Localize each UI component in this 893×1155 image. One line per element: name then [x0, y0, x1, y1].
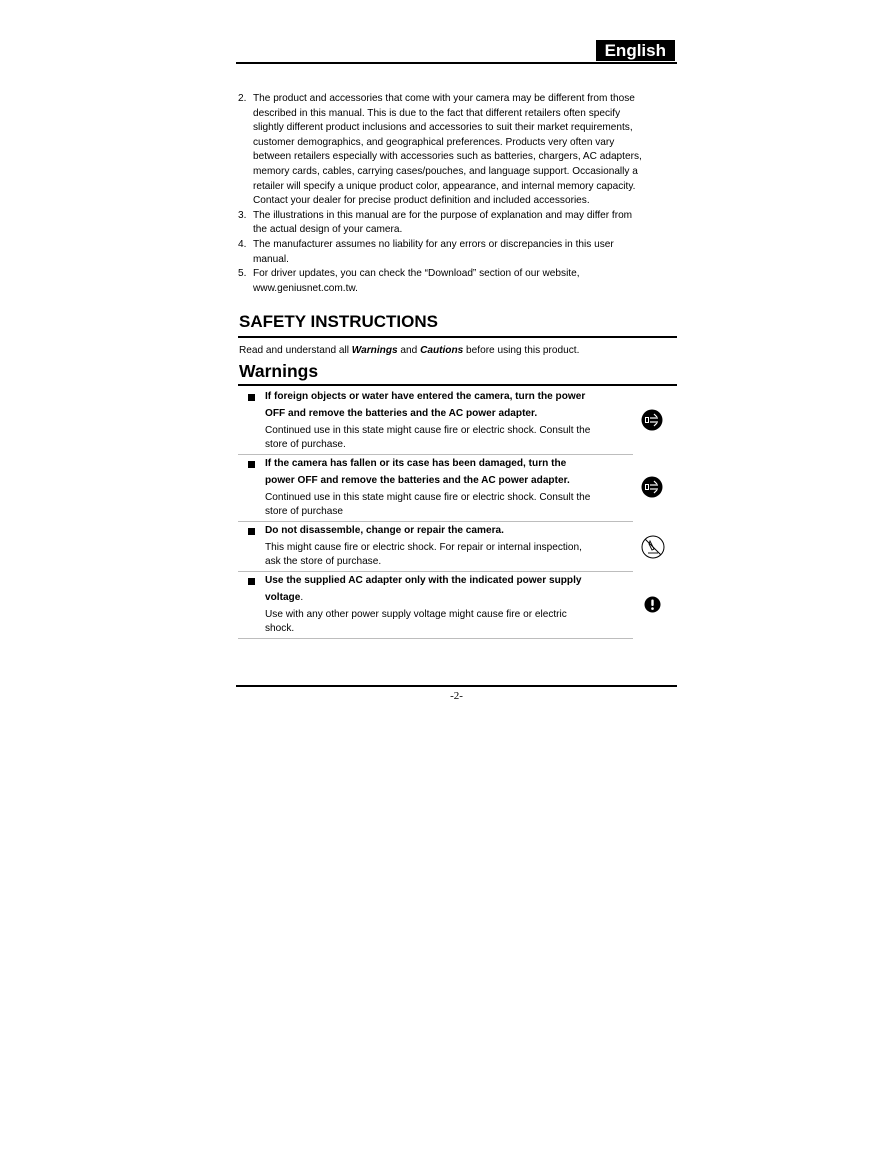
footer-rule — [236, 685, 677, 687]
note-number: 4. — [238, 238, 247, 250]
intro-cautions-emphasis: Cautions — [420, 345, 464, 356]
warning-body — [265, 608, 567, 636]
warnings-heading-rule — [238, 384, 677, 386]
note-line: slightly different product inclusions and accessories to suit their market requirements, — [253, 122, 633, 134]
no-disassemble-icon — [641, 535, 663, 557]
warning-body-line: store of purchase — [265, 506, 343, 517]
note-line: The manufacturer assumes no liability for any errors or discrepancies in this user — [253, 238, 614, 250]
warning-heading — [265, 456, 570, 489]
square-bullet-icon — [248, 461, 255, 468]
language-badge: English — [596, 40, 675, 61]
warning-body — [265, 541, 582, 569]
note-line: Contact your dealer for precise product definition and included accessories. — [253, 195, 590, 207]
note-line: www.geniusnet.com.tw. — [253, 282, 358, 294]
safety-instructions-heading: SAFETY INSTRUCTIONS — [239, 312, 438, 331]
note-line: retailer will specify a unique product color, appearance, and internal memory capacity. — [253, 180, 636, 192]
warning-body-line: Continued use in this state might cause fire or electric shock. Consult the — [265, 492, 591, 503]
warning-body-line: ask the store of purchase. — [265, 556, 382, 567]
warning-body — [265, 491, 590, 519]
intro-text: before using this product. — [463, 345, 580, 356]
warning-heading-line — [265, 590, 582, 607]
warning-heading-suffix: . — [300, 591, 304, 603]
warning-body — [265, 424, 590, 452]
safety-intro — [239, 344, 579, 358]
warning-heading-text: voltage — [265, 591, 301, 603]
note-line: customer demographics, and geographical preferences. Products very often vary — [253, 136, 615, 148]
note-item — [236, 267, 677, 296]
note-number: 5. — [238, 268, 247, 280]
warnings-heading: Warnings — [239, 361, 319, 381]
note-item — [236, 238, 677, 267]
warning-item — [238, 573, 633, 639]
warning-item — [238, 523, 633, 572]
warning-body-line: This might cause fire or electric shock. For repair or internal inspection, — [265, 542, 582, 553]
note-line: memory cards, cables, carrying cases/pouches, and language support. Occasionally a — [253, 165, 638, 177]
intro-text: and — [397, 345, 421, 356]
note-line: For driver updates, you can check the “Download” section of our website, — [253, 268, 580, 280]
intro-warnings-emphasis: Warnings — [351, 345, 398, 356]
header-rule — [236, 62, 677, 64]
note-number: 2. — [238, 93, 247, 104]
warning-heading — [265, 523, 504, 540]
warning-body-line: shock. — [265, 623, 295, 634]
note-line: manual. — [253, 253, 289, 265]
square-bullet-icon — [248, 578, 255, 585]
warning-heading-line: Do not disassemble, change or repair the camera. — [265, 525, 504, 536]
note-number: 3. — [238, 209, 247, 221]
warning-heading — [265, 573, 582, 606]
warning-heading-line: If the camera has fallen or its case has been damaged, turn the — [265, 458, 567, 469]
note-item — [236, 209, 677, 238]
warning-heading-line: If foreign objects or water have entered the camera, turn the power — [265, 391, 586, 402]
warning-body-line: Continued use in this state might cause fire or electric shock. Consult the — [265, 425, 591, 436]
intro-text: Read and understand all — [239, 345, 352, 356]
notes-list — [236, 92, 677, 296]
warning-body-line: Use with any other power supply voltage might cause fire or electric — [265, 609, 567, 620]
unplug-icon — [641, 409, 663, 431]
note-line: The illustrations in this manual are for the purpose of explanation and may differ from — [253, 209, 633, 221]
warning-heading-line: OFF and remove the batteries and the AC power adapter. — [265, 407, 538, 419]
safety-heading-rule — [238, 336, 677, 338]
page-header — [236, 40, 677, 65]
note-line: described in this manual. This is due to the fact that different retailers often specify — [253, 107, 621, 119]
warning-item — [238, 456, 633, 522]
square-bullet-icon — [248, 394, 255, 401]
warning-item — [238, 389, 633, 455]
note-item — [236, 92, 677, 209]
page-number: -2- — [450, 690, 463, 702]
note-line: the actual design of your camera. — [253, 224, 403, 236]
square-bullet-icon — [248, 528, 255, 535]
warning-heading — [265, 389, 585, 422]
warning-heading-line: power OFF and remove the batteries and the AC power adapter. — [265, 474, 570, 486]
unplug-icon — [641, 476, 663, 498]
warning-heading-line: Use the supplied AC adapter only with the indicated power supply — [265, 575, 582, 586]
note-line: The product and accessories that come with your camera may be different from those — [253, 93, 635, 104]
mandatory-action-icon — [644, 596, 661, 613]
warning-body-line: store of purchase. — [265, 439, 346, 450]
note-line: between retailers especially with accessories such as batteries, chargers, AC adapters, — [253, 151, 642, 163]
